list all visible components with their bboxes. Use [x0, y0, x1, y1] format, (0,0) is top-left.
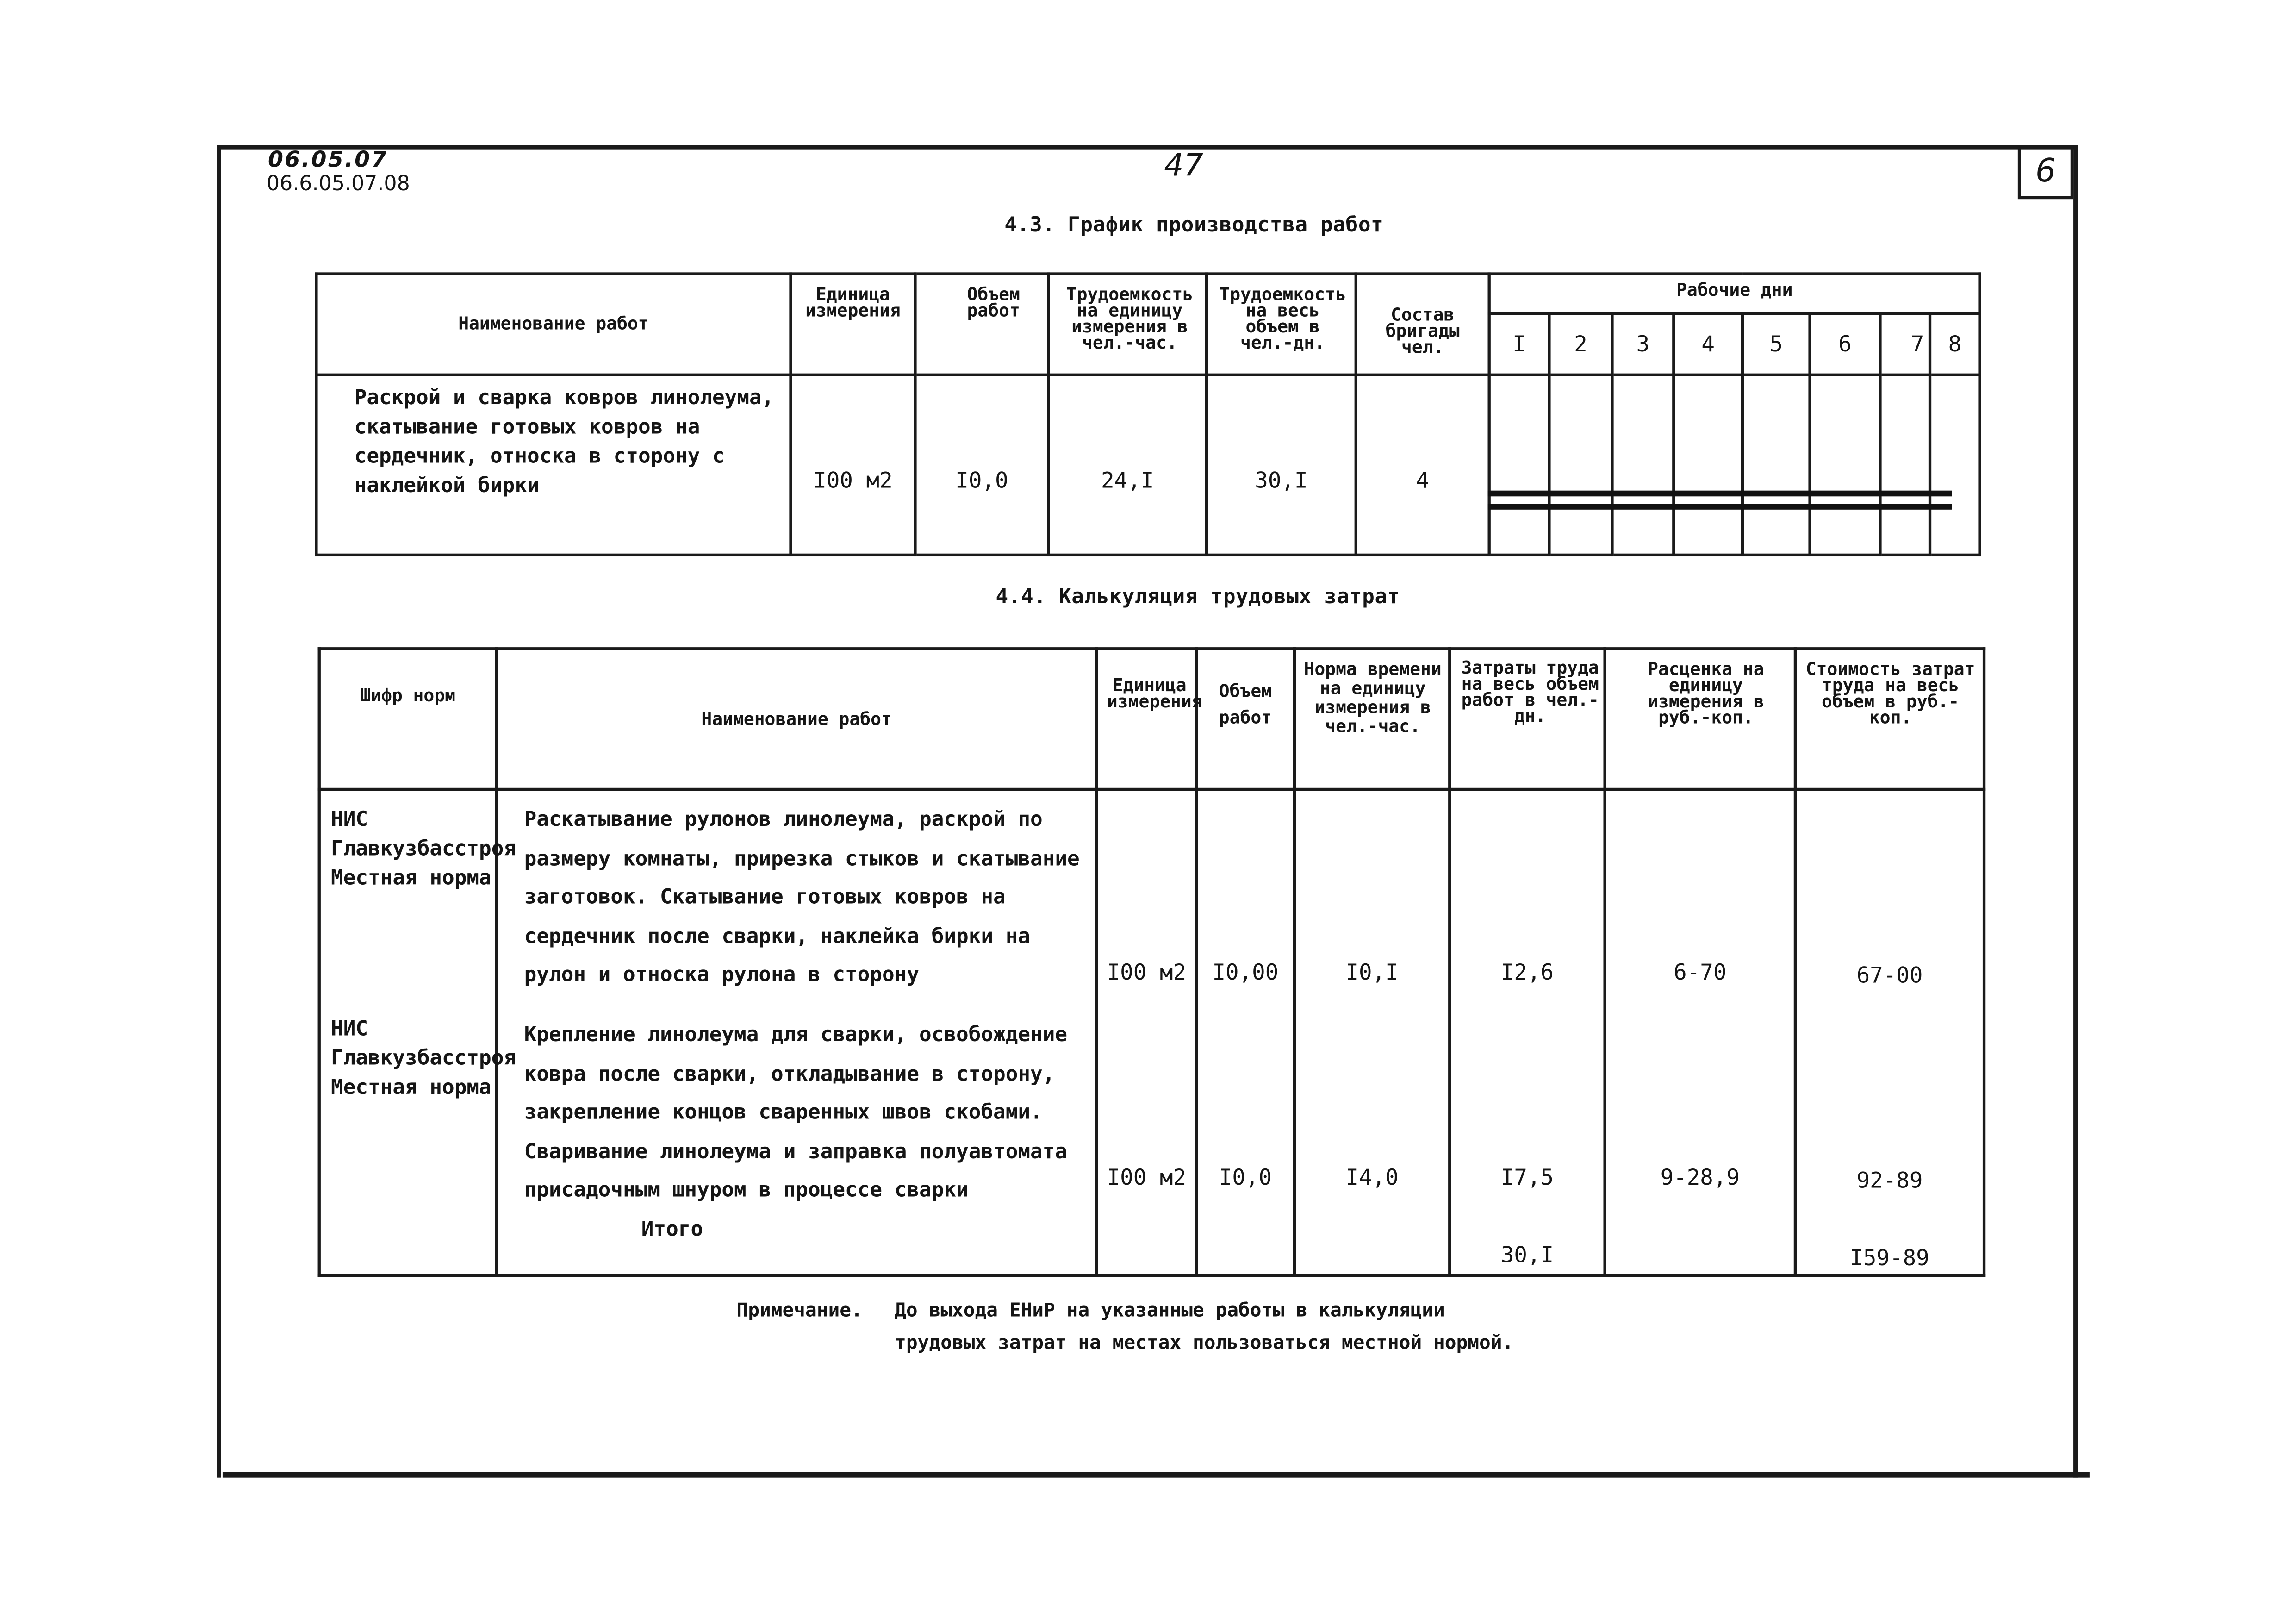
col-header-name: Наименование работ — [316, 274, 790, 375]
col-header-work-name: Наименование работ — [497, 649, 1097, 789]
section-44-title: 4.4. Калькуляция трудовых затрат — [996, 586, 1400, 609]
total-norm-cell — [1294, 1211, 1450, 1275]
col-header-norm: Норма времени на единицу измерения в чел.-час. — [1294, 649, 1450, 789]
row2-code: НИС Главкузбасстроя Местная норма — [319, 1006, 497, 1211]
row1-cost: 67-00 — [1795, 789, 1984, 1006]
col-header-crew: Состав бригады чел. — [1356, 274, 1489, 375]
note-line-2: трудовых затрат на местах пользоваться местной нормой. — [895, 1332, 1514, 1355]
day-cell-2 — [1549, 375, 1612, 555]
schedule-labor-unit: 24,I — [1048, 375, 1207, 555]
col-header-rate: Расценка на единицу измерения в руб.-коп. — [1605, 649, 1795, 789]
row1-labor: I2,6 — [1450, 789, 1605, 1006]
total-label: Итого — [497, 1211, 1097, 1275]
row2-rate: 9-28,9 — [1605, 1006, 1795, 1211]
day-label-7: 7 — [1880, 313, 1930, 375]
col-header-volume: Объем работ — [915, 274, 1048, 375]
col-header-unit-44: Единица измерения — [1097, 649, 1196, 789]
sheet-number-box — [2018, 145, 2073, 199]
schedule-volume: I0,0 — [915, 375, 1048, 555]
note-line-1: До выхода ЕНиР на указанные работы в калькуляции — [895, 1300, 1445, 1323]
handwritten-code: 06.05.07 — [268, 146, 388, 173]
frame-right-border — [2073, 145, 2078, 1478]
row2-work-name: Крепление линолеума для сварки, освобождение ковра после сварки, откладывание в сторону, закрепление концов сваренных швов скобами. Сваривание линолеума и заправка полуавтомата присадочным шнуром в процессе сварки — [497, 1006, 1097, 1211]
row1-volume: I0,00 — [1196, 789, 1294, 1006]
schedule-bar-lower — [1488, 504, 1952, 510]
day-cell-1 — [1489, 375, 1549, 555]
row2-norm: I4,0 — [1294, 1006, 1450, 1211]
frame-left-border — [217, 145, 221, 1478]
col-header-unit: Единица измерения — [791, 274, 915, 375]
document-code: 06.6.05.07.08 — [266, 173, 410, 196]
row1-rate: 6-70 — [1605, 789, 1795, 1006]
row2-labor: I7,5 — [1450, 1006, 1605, 1211]
col-header-labor-44: Затраты труда на весь объем работ в чел.-дн. — [1450, 649, 1605, 789]
note-label: Примечание. — [736, 1300, 863, 1323]
col-header-labor-total: Трудоемкость на весь объем в чел.-дн. — [1207, 274, 1356, 375]
day-label-8: 8 — [1930, 313, 1980, 375]
total-labor: 30,I — [1450, 1211, 1605, 1275]
day-label-5: 5 — [1742, 313, 1810, 375]
day-cell-8 — [1930, 375, 1980, 555]
day-cell-5 — [1742, 375, 1810, 555]
col-header-code: Шифр норм — [319, 649, 497, 789]
day-label-3: 3 — [1612, 313, 1674, 375]
production-schedule-table — [315, 272, 1981, 556]
day-cell-3 — [1612, 375, 1674, 555]
section-43-title: 4.3. График производства работ — [1004, 213, 1384, 237]
page-number: 47 — [1164, 148, 1203, 183]
row2-cost: 92-89 — [1795, 1006, 1984, 1211]
schedule-crew: 4 — [1356, 375, 1489, 555]
day-label-2: 2 — [1549, 313, 1612, 375]
schedule-unit: I00 м2 — [791, 375, 915, 555]
day-cell-4 — [1674, 375, 1742, 555]
total-rate-cell — [1605, 1211, 1795, 1275]
col-header-volume-44: Объем работ — [1196, 649, 1294, 789]
col-header-cost: Стоимость затрат труда на весь объем в руб.-коп. — [1795, 649, 1984, 789]
sheet-number: 6 — [2035, 154, 2056, 191]
day-cell-7 — [1880, 375, 1930, 555]
day-label-1: I — [1489, 313, 1549, 375]
day-label-4: 4 — [1674, 313, 1742, 375]
total-cost: I59-89 — [1795, 1211, 1984, 1275]
total-unit-cell — [1097, 1211, 1196, 1275]
labor-cost-table — [318, 647, 1986, 1277]
total-code-cell — [319, 1211, 497, 1275]
col-header-workdays: Рабочие дни — [1489, 274, 1980, 313]
row1-norm: I0,I — [1294, 789, 1450, 1006]
row1-code: НИС Главкузбасстроя Местная норма — [319, 789, 497, 1006]
total-volume-cell — [1196, 1211, 1294, 1275]
day-label-6: 6 — [1810, 313, 1880, 375]
day-cell-6 — [1810, 375, 1880, 555]
row2-unit: I00 м2 — [1097, 1006, 1196, 1211]
row1-unit: I00 м2 — [1097, 789, 1196, 1006]
frame-bottom-border — [223, 1472, 2090, 1478]
row2-volume: I0,0 — [1196, 1006, 1294, 1211]
col-header-labor-unit: Трудоемкость на единицу измерения в чел.-час. — [1048, 274, 1207, 375]
schedule-bar-upper — [1488, 491, 1952, 497]
frame-top-border — [217, 145, 2078, 149]
schedule-labor-total: 30,I — [1207, 375, 1356, 555]
row1-work-name: Раскатывание рулонов линолеума, раскрой по размеру комнаты, прирезка стыков и скатывание заготовок. Скатывание готовых ковров на сердечник после сварки, наклейка бирки на рулон и относка рулона в сторону — [497, 789, 1097, 1006]
schedule-work-name: Раскрой и сварка ковров линолеума, скатывание готовых ковров на сердечник, относка в сторону с наклейкой бирки — [316, 375, 790, 555]
